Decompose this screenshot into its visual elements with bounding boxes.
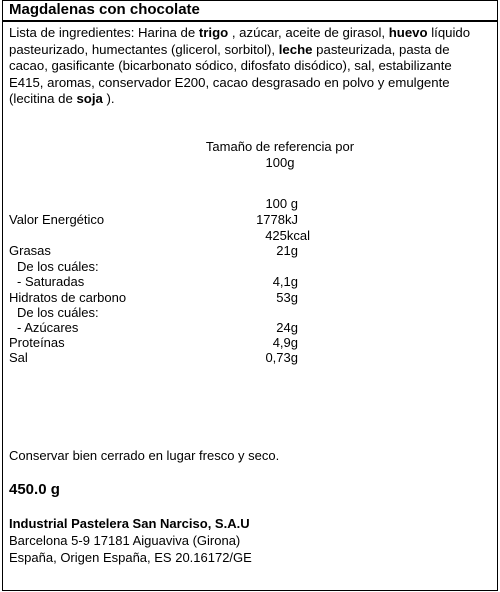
nutrient-label-sal: Sal — [9, 350, 28, 365]
origin-and-registry: España, Origen España, ES 20.16172/GE — [9, 550, 252, 565]
ingredients-text: ). — [102, 91, 115, 106]
ingredients-list — [9, 25, 487, 108]
nutrient-value-grasas: 21g — [276, 243, 298, 258]
nutrient-value-saturadas: 4,1g — [272, 274, 298, 289]
net-weight: 450.0 g — [9, 481, 60, 498]
reference-size-unit: 100g — [265, 155, 295, 170]
nutrient-sublabel: De los cuáles: — [17, 305, 99, 320]
ingredients-text: pasteurizada, pasta de cacao, gasificante (bicarbonato sódico, difosfato disódico), sal, estabilizante E415, aromas, conservador E200, cacao desgrasado en polvo y emulgente (lecitina de — [9, 41, 452, 106]
energy-kj: 1778kJ — [256, 212, 298, 227]
company-address: Barcelona 5-9 17181 Aiguaviva (Girona) — [9, 533, 241, 548]
nutrient-label-hidratos: Hidratos de carbono — [9, 290, 127, 305]
nutrient-value-hidratos: 53g — [276, 290, 298, 305]
ingredients-text: líquido pasteurizado, humectantes (glicerol, sorbitol), — [9, 25, 471, 57]
allergen-soja: soja — [76, 91, 103, 106]
company-name: Industrial Pastelera San Narciso, S.A.U — [9, 516, 250, 531]
allergen-leche: leche — [278, 41, 313, 57]
energy-label: Valor Energético — [9, 212, 105, 227]
allergen-huevo: huevo — [388, 25, 428, 40]
nutrient-value-sal: 0,73g — [265, 350, 298, 365]
nutrient-value-proteinas: 4,9g — [272, 335, 298, 350]
storage-instructions: Conservar bien cerrado en lugar fresco y seco. — [9, 448, 280, 463]
nutrient-label-grasas: Grasas — [9, 243, 51, 258]
reference-amount: 100 g — [265, 196, 298, 211]
nutrient-label-azucares: - Azúcares — [17, 320, 79, 335]
nutrient-value-azucares: 24g — [276, 320, 298, 335]
nutrient-sublabel: De los cuáles: — [17, 259, 99, 274]
product-title: Magdalenas con chocolate — [9, 1, 200, 18]
allergen-trigo: trigo — [198, 25, 229, 40]
energy-kcal: 425kcal — [265, 228, 310, 243]
ingredients-text: , azúcar, aceite de girasol, — [228, 25, 389, 40]
reference-size-header: Tamaño de referencia por — [205, 139, 355, 154]
nutrient-label-proteinas: Proteínas — [9, 335, 65, 350]
ingredients-text: Lista de ingredientes: Harina de — [9, 25, 199, 40]
nutrient-label-saturadas: - Saturadas — [17, 274, 85, 289]
